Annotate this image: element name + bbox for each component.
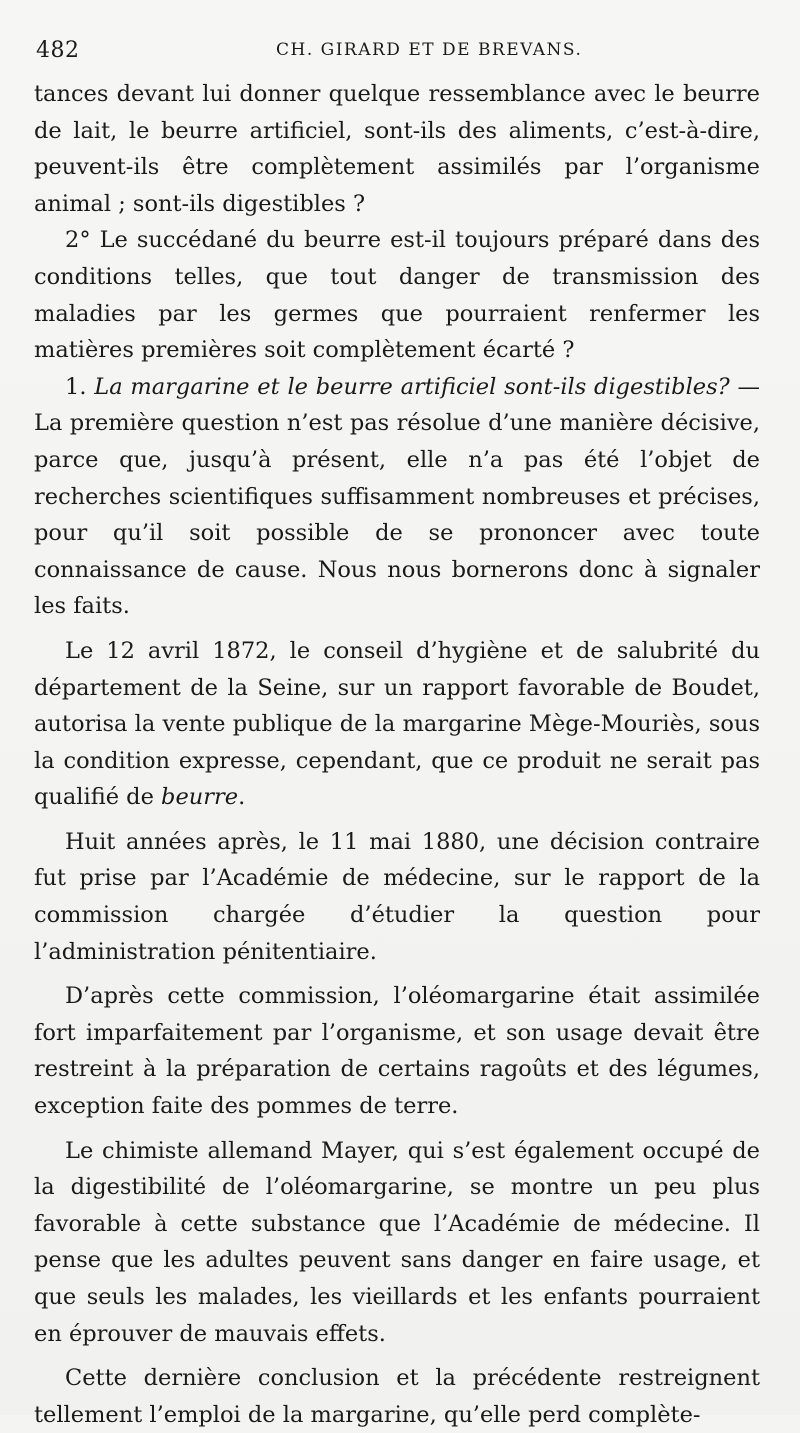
page-header bbox=[36, 38, 756, 68]
paragraph-4-end: . bbox=[238, 784, 246, 811]
body-text bbox=[34, 76, 760, 1433]
running-head: CH. GIRARD ET DE BREVANS. bbox=[276, 40, 583, 60]
paragraph-3-text: — La première question n’est pas résolue d’une manière décisive, parce que, jusqu’à présent, elle n’a pas été l’objet de recherches scientifiques suffisamment nombreuses et précises, pour qu’il soit possible de se prononcer avec toute connaissance de cause. Nous nous bornerons donc à signaler les faits. bbox=[34, 373, 760, 620]
section-number: 1. bbox=[65, 373, 87, 400]
emphasized-word: beurre bbox=[161, 784, 239, 811]
paragraph-5: Huit années après, le 11 mai 1880, une décision contraire fut prise par l’Académie de médecine, sur le rapport de la commission chargée d’étudier la question pour l’administration pénitentiaire. bbox=[34, 828, 760, 965]
paragraph-6: D’après cette commission, l’oléomargarine était assimilée fort imparfaitement par l’organisme, et son usage devait être restreint à la préparation de certains ragoûts et des légumes, exception faite des pommes de terre. bbox=[34, 983, 760, 1120]
paragraph-3 bbox=[34, 369, 760, 625]
section-title: La margarine et le beurre artificiel sont-ils digestibles? bbox=[94, 373, 730, 400]
page-number: 482 bbox=[36, 38, 80, 63]
paragraph-7: Le chimiste allemand Mayer, qui s’est également occupé de la digestibilité de l’oléomargarine, se montre un peu plus favorable à cette substance que l’Académie de médecine. Il pense que les adultes peuvent sans danger en faire usage, et que seuls les malades, les vieillards et les enfants pourraient en éprouver de mauvais effets. bbox=[34, 1137, 760, 1347]
paragraph-8: Cette dernière conclusion et la précédente restreignent tellement l’emploi de la margarine, qu’elle perd complète- bbox=[34, 1365, 760, 1428]
paragraph-4-text: Le 12 avril 1872, le conseil d’hygiène et de salubrité du département de la Seine, sur un rapport favorable de Boudet, autorisa la vente publique de la margarine Mège-Mouriès, sous la condition expresse, cependant, que ce produit ne serait pas qualifié de bbox=[34, 637, 760, 811]
paragraph-1: tances devant lui donner quelque ressemblance avec le beurre de lait, le beurre artificiel, sont-ils des aliments, c’est-à-dire, peuvent-ils être complètement assimilés par l’organisme animal ; sont-ils digestibles ? bbox=[34, 81, 760, 217]
paragraph-2: 2° Le succédané du beurre est-il toujours préparé dans des conditions telles, que tout danger de transmission des maladies par les germes que pourraient renfermer les matières premières soit complètement écarté ? bbox=[34, 227, 760, 364]
paragraph-4 bbox=[34, 633, 760, 816]
